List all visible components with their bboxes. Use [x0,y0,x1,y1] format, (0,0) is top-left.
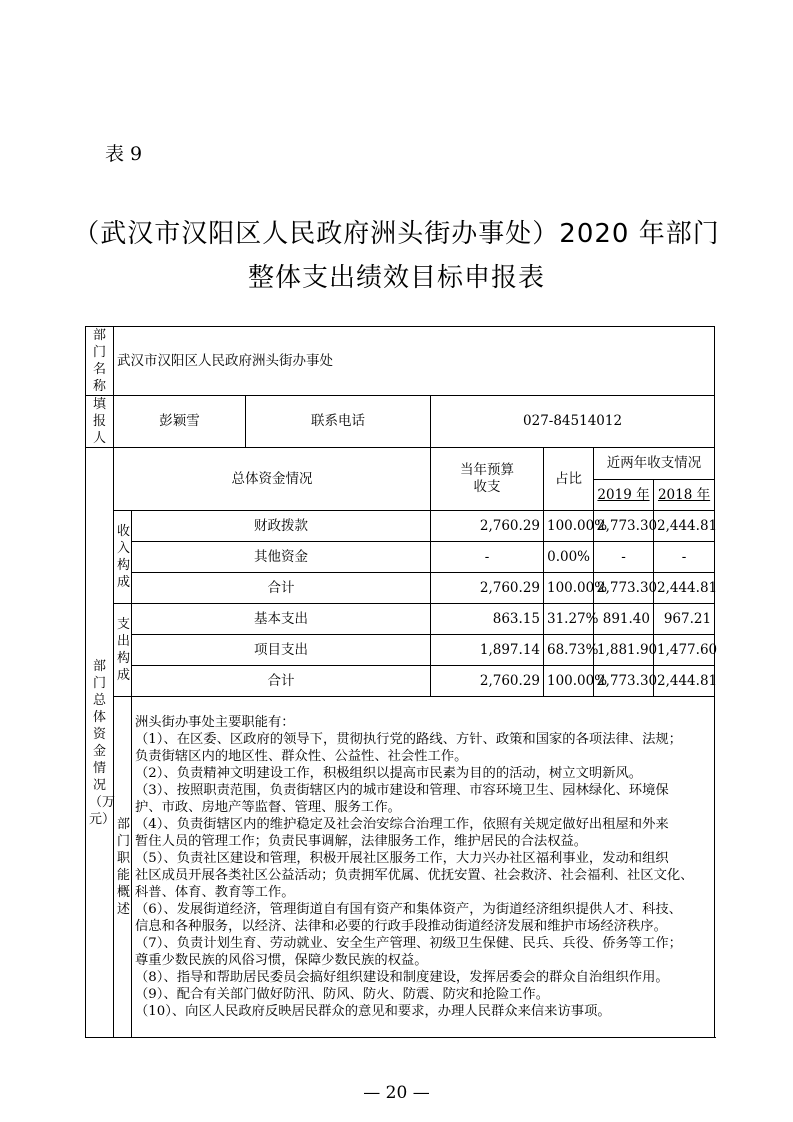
duty-line: 洲头街办事处主要职能有： [135,715,295,730]
duty-line: 社区成员开展各类社区公益活动；负责拥军优属、优抚安置、社会救济、社会福利、社区文化、 [135,868,694,883]
duty-line: 暂住人员的管理工作；负责民事调解，法律服务工作，维护居民的合法权益。 [135,834,588,849]
performance-target-table [85,326,718,1038]
duty-line: 负责街辖区内的地区性、群众性、公益性、社会性工作。 [135,749,468,764]
row-budget: 863.15 [431,604,544,635]
duties-section-label: 部门 职能 概述 [114,697,132,1038]
duty-line: 护、市政、房地产等监督、管理、服务工作。 [135,800,401,815]
row-2019: 2,773.30 [594,573,654,604]
duty-line: 尊重少数民族的风俗习惯，保障少数民族的权益。 [135,953,428,968]
row-ratio: 0.00% [544,542,594,573]
row-budget: 2,760.29 [431,666,544,697]
dept-name-label: 部门 名称 [86,327,114,396]
row-2018: 1,477.60 [654,635,715,666]
row-2019: 1,881.90 [594,635,654,666]
duty-line: （8）、指导和帮助居民委员会搞好组织建设和制度建设，发挥居委会的群众自治组织作用。 [135,970,669,985]
row-2018: 2,444.81 [654,666,715,697]
row-2019: - [594,542,654,573]
budget-header: 当年预算 收支 [431,448,544,511]
table-row [86,666,715,697]
funds-section-label: 部门 总体 资金 情况 （万 元） [86,448,114,1038]
row-budget: 2,760.29 [431,573,544,604]
duty-line: （6）、发展街道经济，管理街道自有国有资产和集体资产，为街道经济组织提供人才、科技、 [135,902,682,917]
phone-value: 027-84514012 [431,396,715,448]
recent-years-header: 近两年收支情况 [594,448,715,480]
year-2018-header: 2018 年 [654,480,715,511]
duty-line: （9）、配合有关部门做好防汛、防风、防火、防震、防灾和抢险工作。 [135,987,550,1002]
expense-structure-label: 支 出 构 成 [114,604,132,697]
duty-line: （5）、负责社区建设和管理，积极开展社区服务工作，大力兴办社区福利事业，发动和组织 [135,851,669,866]
row-2018: 2,444.81 [654,573,715,604]
filler-name: 彭颖雪 [114,396,246,448]
funds-header-row [86,448,715,480]
row-ratio: 68.73% [544,635,594,666]
row-budget: - [431,542,544,573]
filler-row [86,396,715,448]
duties-row [86,697,715,1038]
row-name: 基本支出 [132,604,431,635]
table-row [86,542,715,573]
filler-label: 填报 人 [86,396,114,448]
ratio-header: 占比 [544,448,594,511]
overall-funds-label: 总体资金情况 [114,448,431,511]
year-2019-header: 2019 年 [594,480,654,511]
row-budget: 1,897.14 [431,635,544,666]
duty-line: （4）、负责街辖区内的维护稳定及社会治安综合治理工作，依照有关规定做好出租屋和外来 [135,817,669,832]
table-row [86,635,715,666]
row-2019: 891.40 [594,604,654,635]
page-title-line2: 整体支出绩效目标申报表 [247,263,545,293]
row-ratio: 100.00% [544,666,594,697]
duty-line: （1）、在区委、区政府的领导下，贯彻执行党的路线、方针、政策和国家的各项法律、法规； [135,732,682,747]
row-name: 合计 [132,666,431,697]
row-2018: 967.21 [654,604,715,635]
row-name: 合计 [132,573,431,604]
row-2018: - [654,542,715,573]
phone-label: 联系电话 [246,396,431,448]
row-budget: 2,760.29 [431,511,544,542]
duty-line: （10）、向区人民政府反映居民群众的意见和要求，办理人民群众来信来访事项。 [135,1004,611,1019]
duty-line: （2）、负责精神文明建设工作，积极组织以提高市民素为目的的活动，树立文明新风。 [135,766,643,781]
duties-content [132,697,715,1038]
duty-line: 信息和各种服务，以经济、法律和必要的行政手段推动街道经济发展和维护市场经济秩序。 [135,919,667,934]
page-title-line1: （武汉市汉阳区人民政府洲头街办事处）2020 年部门 [73,219,720,249]
table-row [86,511,715,542]
row-name: 其他资金 [132,542,431,573]
table-row [86,604,715,635]
row-2019: 2,773.30 [594,511,654,542]
dept-name-value: 武汉市汉阳区人民政府洲头街办事处 [114,327,715,396]
row-2018: 2,444.81 [654,511,715,542]
row-ratio: 31.27% [544,604,594,635]
page-number: — 20 — [363,1083,430,1103]
row-ratio: 100.00% [544,573,594,604]
income-structure-label: 收 入 构 成 [114,511,132,604]
duty-line: （3）、按照职责范围，负责街辖区内的城市建设和管理、市容环境卫生、园林绿化、环境保 [135,783,669,798]
table-number: 表 9 [105,143,143,165]
row-name: 项目支出 [132,635,431,666]
table-row [86,573,715,604]
dept-name-row [86,327,715,396]
row-2019: 2,773.30 [594,666,654,697]
duty-line: 科普、体育、教育等工作。 [135,885,295,900]
duty-line: （7）、负责计划生育、劳动就业、安全生产管理、初级卫生保健、民兵、兵役、侨务等工作； [135,936,682,951]
row-name: 财政拨款 [132,511,431,542]
row-ratio: 100.00% [544,511,594,542]
